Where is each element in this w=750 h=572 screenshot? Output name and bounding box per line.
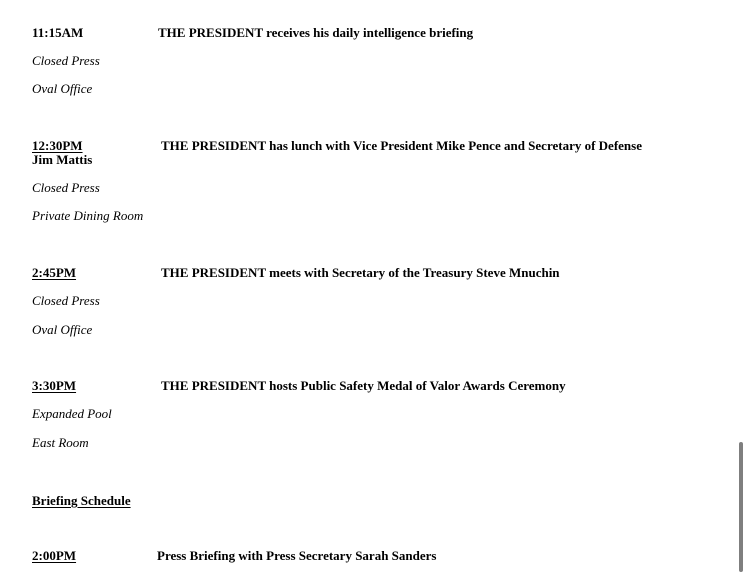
event-location: Oval Office (32, 81, 93, 96)
event-location: Private Dining Room (32, 208, 144, 223)
event-description: THE PRESIDENT receives his daily intelligence briefing (158, 25, 474, 40)
event-time: 2:45PM (32, 265, 77, 280)
press-status: Expanded Pool (32, 406, 112, 421)
press-status: Closed Press (32, 53, 100, 68)
event-location: Oval Office (32, 322, 93, 337)
event-time: 11:15AM (32, 25, 84, 40)
vertical-scrollbar[interactable] (739, 442, 743, 572)
event-location: East Room (32, 435, 89, 450)
event-description: THE PRESIDENT meets with Secretary of the Treasury Steve Mnuchin (161, 265, 560, 280)
event-description-continued: Jim Mattis (32, 152, 93, 167)
event-time: 2:00PM (32, 548, 77, 563)
event-time: 12:30PM (32, 138, 83, 153)
event-description: THE PRESIDENT has lunch with Vice President Mike Pence and Secretary of Defense (161, 138, 642, 153)
event-description: Press Briefing with Press Secretary Sarah Sanders (157, 548, 437, 563)
press-status: Closed Press (32, 293, 100, 308)
section-heading: Briefing Schedule (32, 493, 131, 508)
event-description: THE PRESIDENT hosts Public Safety Medal of Valor Awards Ceremony (161, 378, 566, 393)
press-status: Closed Press (32, 180, 100, 195)
event-time: 3:30PM (32, 378, 77, 393)
